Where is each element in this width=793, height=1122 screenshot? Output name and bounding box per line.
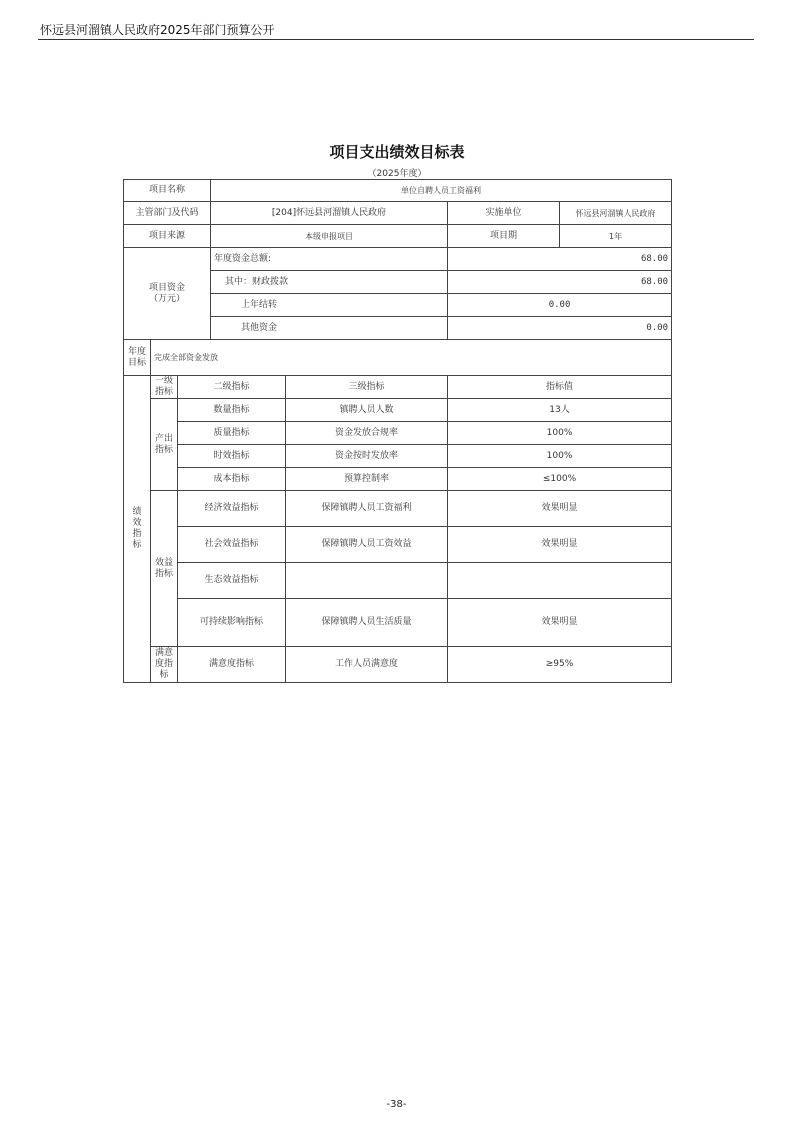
value-cell: 效果明显 xyxy=(448,599,672,647)
level3-cell: 保障镇聘人员生活质量 xyxy=(286,599,448,647)
value-cell: 13人 xyxy=(448,399,672,422)
level3-cell: 资金按时发放率 xyxy=(286,445,448,468)
value-cell: ≤100% xyxy=(448,468,672,491)
value-cell: 100% xyxy=(448,445,672,468)
value-cell: ≥95% xyxy=(448,647,672,683)
funds-item-value: 68.00 xyxy=(448,248,672,271)
level2-cell: 可持续影响指标 xyxy=(178,599,286,647)
table-row xyxy=(124,647,672,683)
funds-item-label: 上年结转 xyxy=(211,294,448,317)
level2-cell: 数量指标 xyxy=(178,399,286,422)
impl-unit-value: 怀远县河溜镇人民政府 xyxy=(560,202,672,225)
source-value: 本级申报项目 xyxy=(211,225,448,248)
header-divider xyxy=(38,39,754,40)
table-row xyxy=(124,376,672,399)
col-level3-header: 三级指标 xyxy=(286,376,448,399)
header-title: 怀远县河溜镇人民政府2025年部门预算公开 xyxy=(40,23,275,37)
level2-cell: 成本指标 xyxy=(178,468,286,491)
table-row xyxy=(124,340,672,376)
period-label: 项目期 xyxy=(448,225,560,248)
funds-item-value: 68.00 xyxy=(448,271,672,294)
project-name-value: 单位自聘人员工资福利 xyxy=(211,180,672,202)
funds-item-value: 0.00 xyxy=(448,294,672,317)
dept-value: [204]怀远县河溜镇人民政府 xyxy=(211,202,448,225)
source-label: 项目来源 xyxy=(124,225,211,248)
funds-item-label: 其他资金 xyxy=(211,317,448,340)
table-row xyxy=(124,445,672,468)
value-cell xyxy=(448,563,672,599)
value-cell: 100% xyxy=(448,422,672,445)
table-row xyxy=(124,399,672,422)
annual-goal-value: 完成全部资金发放 xyxy=(151,340,672,376)
funds-item-value: 0.00 xyxy=(448,317,672,340)
table-row xyxy=(124,180,672,202)
level3-cell xyxy=(286,563,448,599)
document-year: （2025年度） xyxy=(367,169,427,179)
col-value-header: 指标值 xyxy=(448,376,672,399)
level3-cell: 镇聘人员人数 xyxy=(286,399,448,422)
level2-cell: 社会效益指标 xyxy=(178,527,286,563)
funds-item-label: 其中：财政拨款 xyxy=(211,271,448,294)
table-row xyxy=(124,248,672,271)
table-row xyxy=(124,527,672,563)
table-row xyxy=(124,563,672,599)
table-row xyxy=(124,599,672,647)
funds-item-label: 年度资金总额: xyxy=(211,248,448,271)
funds-label: 项目资金 （万元） xyxy=(124,248,211,340)
value-cell: 效果明显 xyxy=(448,491,672,527)
level2-cell: 经济效益指标 xyxy=(178,491,286,527)
col-level2-header: 二级指标 xyxy=(178,376,286,399)
level3-cell: 预算控制率 xyxy=(286,468,448,491)
table-row xyxy=(124,225,672,248)
level3-cell: 保障镇聘人员工资效益 xyxy=(286,527,448,563)
satisfaction-indicator-label: 满意度指标 xyxy=(151,647,178,683)
level2-cell: 满意度指标 xyxy=(178,647,286,683)
performance-table xyxy=(123,179,672,683)
dept-label: 主管部门及代码 xyxy=(124,202,211,225)
level2-cell: 质量指标 xyxy=(178,422,286,445)
level3-cell: 工作人员满意度 xyxy=(286,647,448,683)
table-row xyxy=(124,468,672,491)
level2-cell: 时效指标 xyxy=(178,445,286,468)
table-row xyxy=(124,422,672,445)
benefit-indicator-label: 效益指标 xyxy=(151,491,178,647)
col-level1-header: 一级指标 xyxy=(151,376,178,399)
table-row xyxy=(124,202,672,225)
table-row xyxy=(124,491,672,527)
annual-goal-label: 年度目标 xyxy=(124,340,151,376)
level3-cell: 保障镇聘人员工资福利 xyxy=(286,491,448,527)
project-name-label: 项目名称 xyxy=(124,180,211,202)
period-value: 1年 xyxy=(560,225,672,248)
impl-unit-label: 实施单位 xyxy=(448,202,560,225)
level3-cell: 资金发放合规率 xyxy=(286,422,448,445)
level2-cell: 生态效益指标 xyxy=(178,563,286,599)
value-cell: 效果明显 xyxy=(448,527,672,563)
page-number: -38- xyxy=(386,1099,407,1110)
document-title: 项目支出绩效目标表 xyxy=(329,143,465,161)
output-indicator-label: 产出指标 xyxy=(151,399,178,491)
perf-indicator-label: 绩效指标 xyxy=(124,376,151,683)
